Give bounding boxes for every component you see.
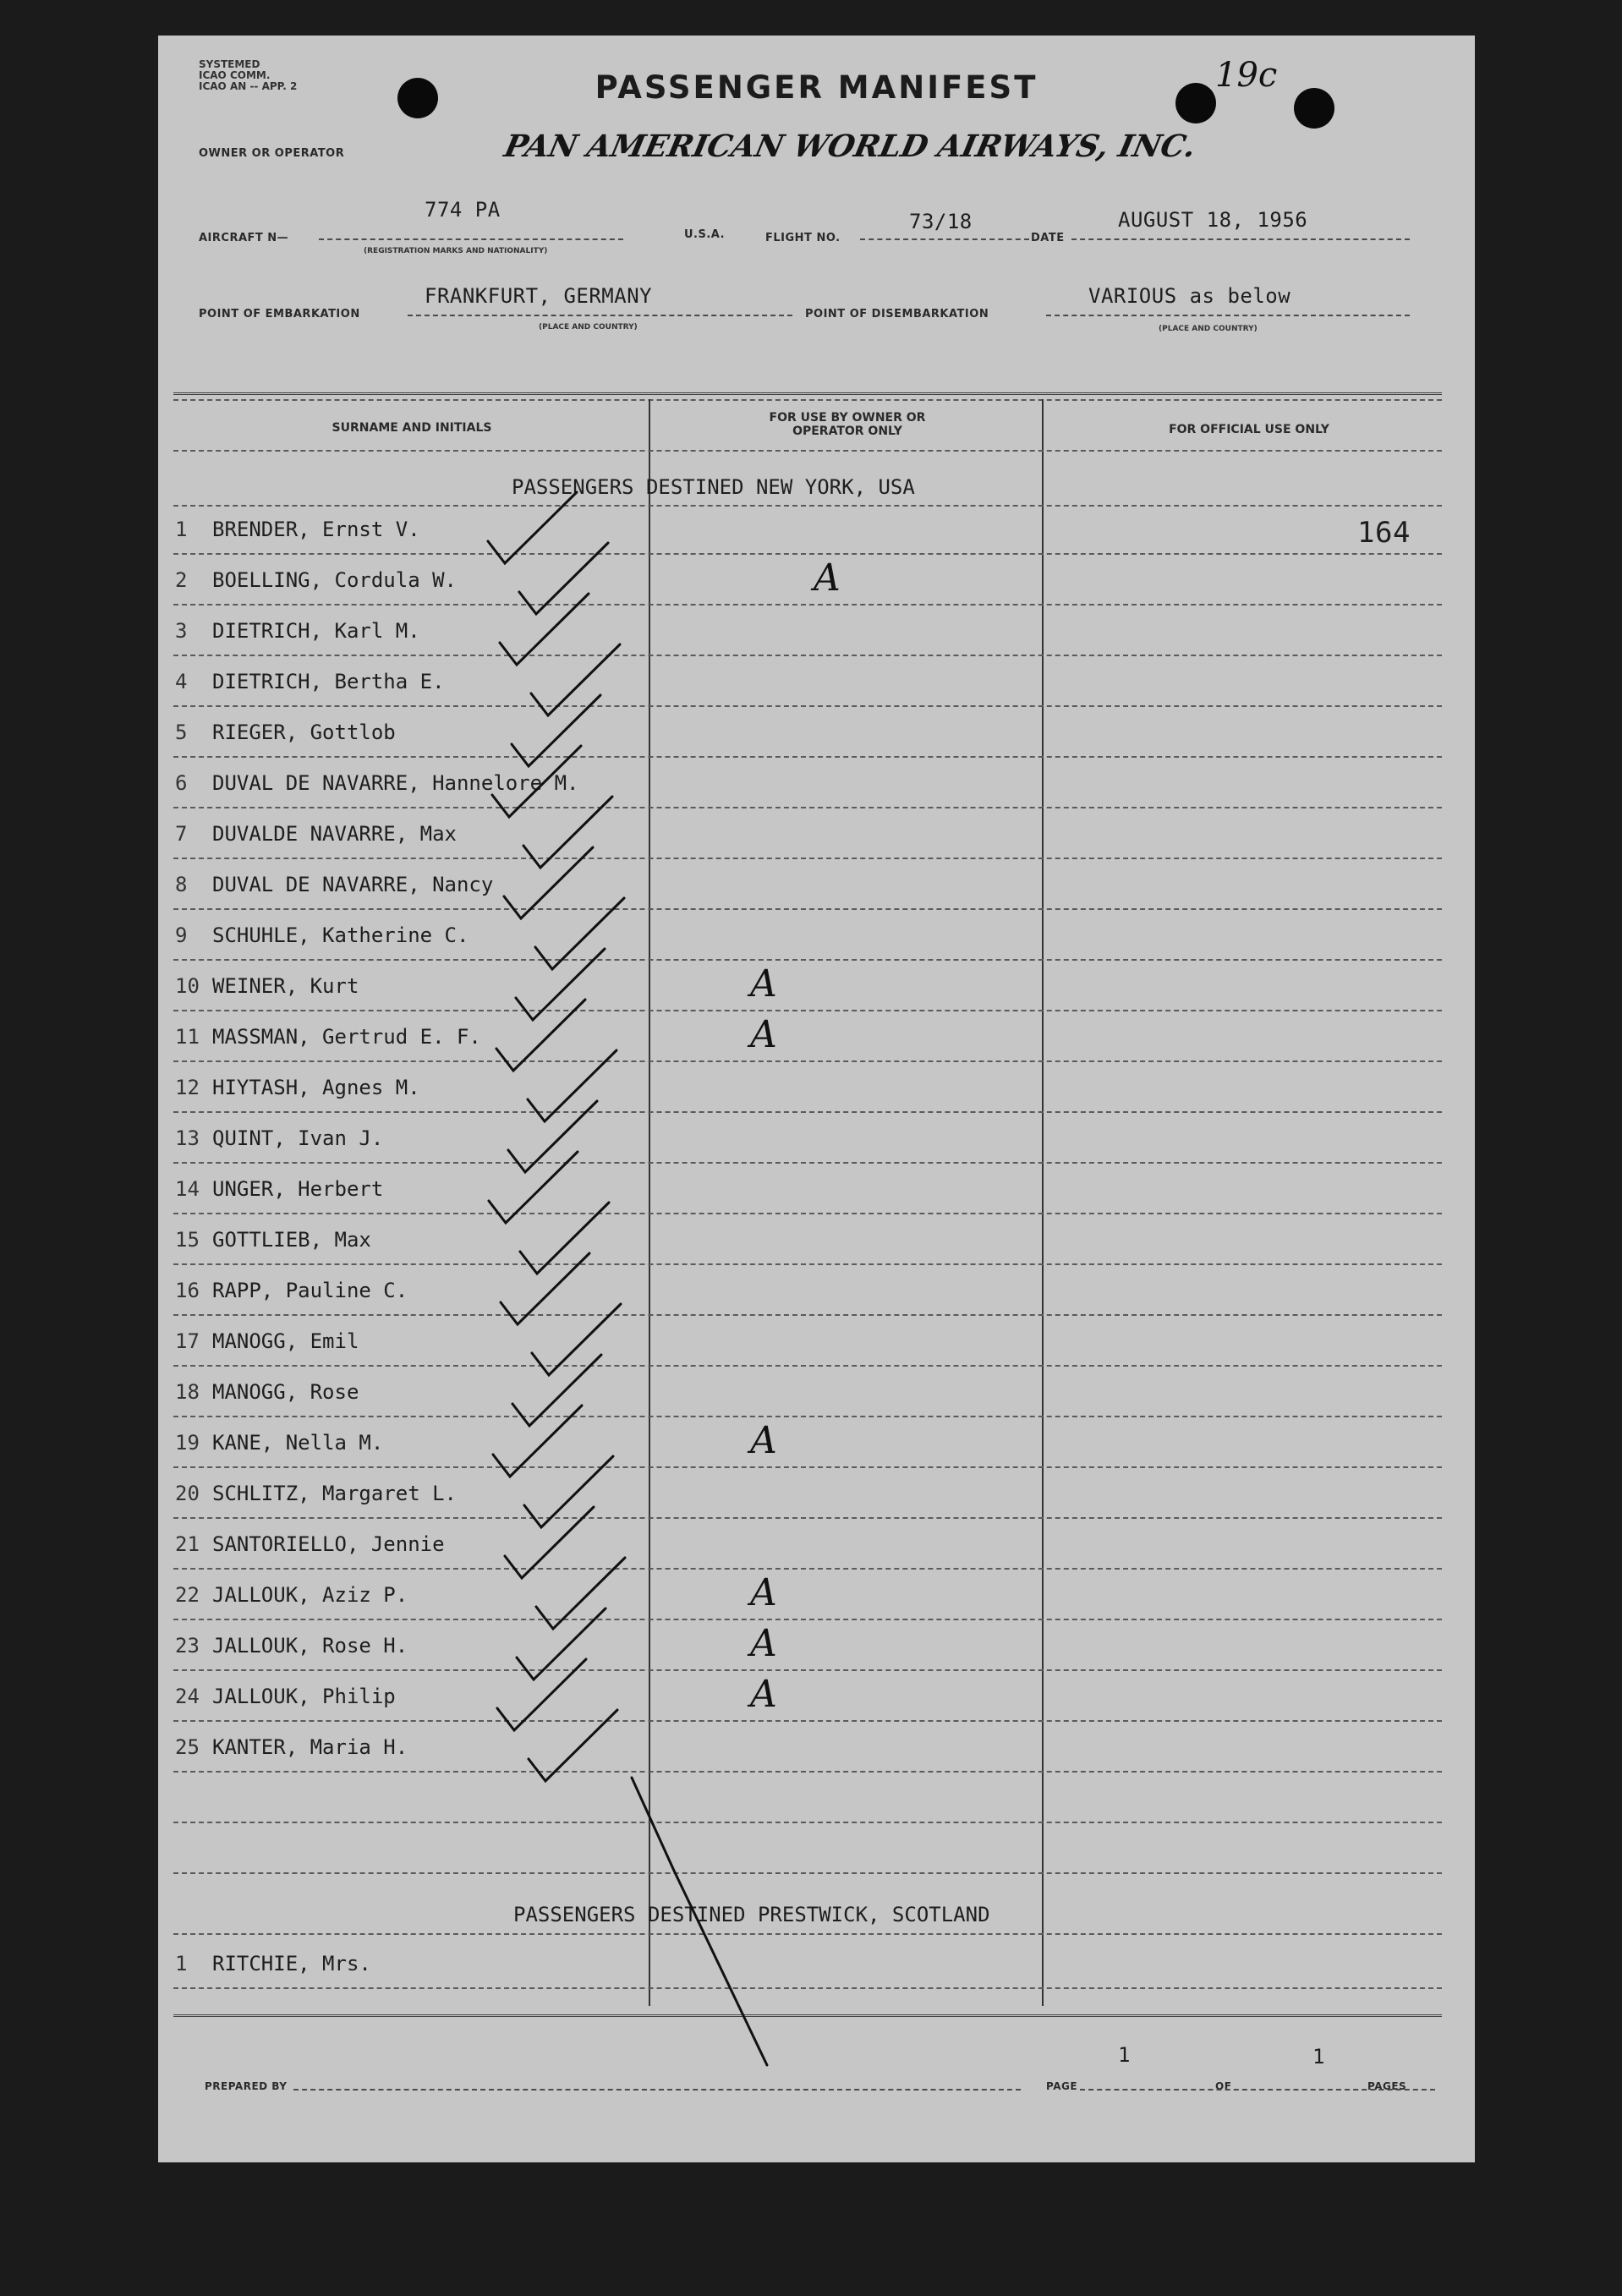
row-number: 6 <box>175 771 188 795</box>
date-label: DATE <box>1031 232 1065 244</box>
row-number: 4 <box>175 670 188 693</box>
passenger-name: GOTTLIEB, Max <box>212 1228 371 1252</box>
row-number: 24 <box>175 1685 200 1708</box>
passenger-name: RITCHIE, Mrs. <box>212 1952 371 1975</box>
check-mark <box>536 1558 625 1629</box>
passenger-name: RAPP, Pauline C. <box>212 1279 408 1302</box>
passenger-name: QUINT, Ivan J. <box>212 1126 384 1150</box>
check-mark <box>632 1778 767 2065</box>
row-number: 20 <box>175 1482 200 1505</box>
check-mark <box>524 1456 613 1527</box>
prepared-by-label: PREPARED BY <box>205 2080 288 2092</box>
owner-mark: A <box>750 1013 777 1056</box>
aircraft-label: AIRCRAFT N— <box>199 232 289 244</box>
passenger-name: KANTER, Maria H. <box>212 1735 408 1759</box>
row-number: 15 <box>175 1228 200 1252</box>
owner-mark: A <box>750 962 777 1006</box>
aircraft-sublabel: (REGISTRATION MARKS AND NATIONALITY) <box>364 247 548 255</box>
column-header-surname: SURNAME AND INITIALS <box>332 421 492 435</box>
check-mark <box>528 1050 616 1121</box>
page-annotation: 19c <box>1215 56 1278 95</box>
passenger-name: JALLOUK, Aziz P. <box>212 1583 408 1607</box>
row-number: 1 <box>175 1952 188 1975</box>
row-number: 8 <box>175 873 188 896</box>
passenger-name: DIETRICH, Bertha E. <box>212 670 445 693</box>
passenger-name: MANOGG, Rose <box>212 1380 359 1404</box>
flight-label: FLIGHT NO. <box>765 232 841 244</box>
row-number: 18 <box>175 1380 200 1404</box>
owner-label: OWNER OR OPERATOR <box>199 147 345 160</box>
passenger-name: MANOGG, Emil <box>212 1329 359 1353</box>
passenger-name: DUVAL DE NAVARRE, Hannelore M. <box>212 771 579 795</box>
check-mark <box>523 797 612 868</box>
column-header-official-use: FOR OFFICIAL USE ONLY <box>1169 423 1329 436</box>
row-number: 14 <box>175 1177 200 1201</box>
row-number: 21 <box>175 1532 200 1556</box>
owner-mark: A <box>750 1419 777 1462</box>
flight-value: 73/18 <box>909 210 973 233</box>
passenger-name: UNGER, Herbert <box>212 1177 384 1201</box>
row-number: 3 <box>175 619 188 643</box>
disembarkation-sublabel: (PLACE AND COUNTRY) <box>1159 325 1258 333</box>
check-mark <box>532 1304 621 1375</box>
row-number: 1 <box>175 518 188 541</box>
embarkation-value: FRANKFURT, GERMANY <box>425 284 653 308</box>
row-number: 5 <box>175 721 188 744</box>
manifest-sheet <box>158 36 1475 2162</box>
disembarkation-value: VARIOUS as below <box>1088 284 1291 308</box>
passenger-name: SCHUHLE, Katherine C. <box>212 923 469 947</box>
passenger-name: SCHLITZ, Margaret L. <box>212 1482 457 1505</box>
check-mark <box>535 898 624 969</box>
check-mark <box>529 1710 617 1781</box>
passenger-name: WEINER, Kurt <box>212 974 359 998</box>
passenger-name: DUVALDE NAVARRE, Max <box>212 822 457 846</box>
page-label: PAGE <box>1046 2080 1078 2092</box>
form-reference-line: SYSTEMED <box>199 58 260 70</box>
row-number: 11 <box>175 1025 200 1049</box>
embarkation-label: POINT OF EMBARKATION <box>199 308 360 321</box>
row-number: 13 <box>175 1126 200 1150</box>
handwritten-check-marks <box>158 36 1475 2162</box>
check-mark <box>488 492 577 563</box>
page-number: 1 <box>1118 2043 1131 2067</box>
row-number: 10 <box>175 974 200 998</box>
form-reference-line: ICAO AN -- APP. 2 <box>199 80 298 92</box>
section-heading: PASSENGERS DESTINED NEW YORK, USA <box>512 475 915 499</box>
disembarkation-label: POINT OF DISEMBARKATION <box>805 308 989 321</box>
row-number: 23 <box>175 1634 200 1658</box>
passenger-name: KANE, Nella M. <box>212 1431 384 1455</box>
form-reference-line: ICAO COMM. <box>199 69 271 81</box>
passenger-name: JALLOUK, Philip <box>212 1685 396 1708</box>
passenger-name: MASSMAN, Gertrud E. F. <box>212 1025 481 1049</box>
embarkation-sublabel: (PLACE AND COUNTRY) <box>539 323 638 332</box>
passenger-name: SANTORIELLO, Jennie <box>212 1532 445 1556</box>
passenger-name: DIETRICH, Karl M. <box>212 619 420 643</box>
passenger-name: HIYTASH, Agnes M. <box>212 1076 420 1099</box>
check-mark <box>519 543 608 614</box>
section-heading: PASSENGERS DESTINED PRESTWICK, SCOTLAND <box>513 1903 990 1926</box>
row-number: 25 <box>175 1735 200 1759</box>
owner-mark: A <box>814 556 841 600</box>
total-pages: 1 <box>1312 2045 1325 2069</box>
row-number: 19 <box>175 1431 200 1455</box>
official-count: 164 <box>1357 516 1411 550</box>
check-mark <box>520 1203 609 1274</box>
date-value: AUGUST 18, 1956 <box>1118 208 1308 232</box>
carrier-name: PAN AMERICAN WORLD AIRWAYS, INC. <box>501 129 1200 164</box>
row-number: 9 <box>175 923 188 947</box>
row-number: 7 <box>175 822 188 846</box>
nationality-label: U.S.A. <box>684 228 726 241</box>
owner-mark: A <box>750 1571 777 1614</box>
pages-label: PAGES <box>1367 2080 1407 2092</box>
owner-mark: A <box>750 1673 777 1716</box>
column-header-owner-use: FOR USE BY OWNER OR OPERATOR ONLY <box>769 411 926 438</box>
passenger-name: BRENDER, Ernst V. <box>212 518 420 541</box>
document-title: PASSENGER MANIFEST <box>595 69 1038 106</box>
aircraft-value: 774 PA <box>425 198 501 222</box>
row-number: 17 <box>175 1329 200 1353</box>
passenger-name: BOELLING, Cordula W. <box>212 568 457 592</box>
row-number: 22 <box>175 1583 200 1607</box>
row-number: 12 <box>175 1076 200 1099</box>
owner-mark: A <box>750 1622 777 1665</box>
row-number: 2 <box>175 568 188 592</box>
passenger-name: RIEGER, Gottlob <box>212 721 396 744</box>
passenger-name: JALLOUK, Rose H. <box>212 1634 408 1658</box>
row-number: 16 <box>175 1279 200 1302</box>
check-mark <box>531 644 620 715</box>
of-label: OF <box>1215 2080 1232 2092</box>
passenger-name: DUVAL DE NAVARRE, Nancy <box>212 873 494 896</box>
